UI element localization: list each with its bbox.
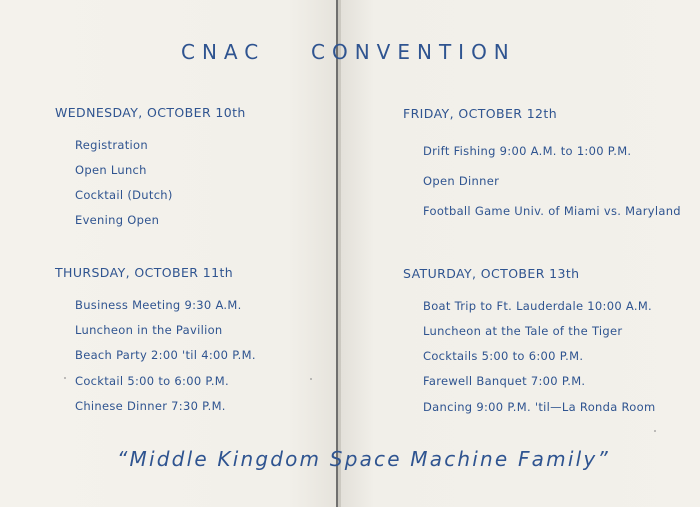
event-item: Evening Open [75,213,160,227]
paper-speck [64,377,66,379]
event-item: Cocktails 5:00 to 6:00 P.M. [423,349,584,363]
event-item: Registration [75,138,148,152]
event-item: Farewell Banquet 7:00 P.M. [423,374,586,388]
event-item: Luncheon in the Pavilion [75,323,223,337]
event-item: Cocktail 5:00 to 6:00 P.M. [75,374,229,388]
event-item: Chinese Dinner 7:30 P.M. [75,399,226,413]
day-heading-saturday: SATURDAY, OCTOBER 13th [403,266,580,281]
event-item: Football Game Univ. of Miami vs. Maryland [423,204,681,218]
left-page [0,0,338,507]
day-heading-wednesday: WEDNESDAY, OCTOBER 10th [55,105,246,120]
paper-speck [310,378,312,380]
center-fold [336,0,338,507]
tagline: “Middle Kingdom Space Machine Family” [117,447,610,471]
title-word-1: CNAC [181,40,266,64]
event-item: Beach Party 2:00 'til 4:00 P.M. [75,348,256,362]
title-word-2: CONVENTION [311,40,516,64]
event-item: Luncheon at the Tale of the Tiger [423,324,623,338]
event-item: Open Dinner [423,174,500,188]
paper-speck [654,430,656,432]
event-item: Dancing 9:00 P.M. 'til—La Ronda Room [423,400,656,414]
day-heading-friday: FRIDAY, OCTOBER 12th [403,106,558,121]
day-heading-thursday: THURSDAY, OCTOBER 11th [55,265,234,280]
event-item: Drift Fishing 9:00 A.M. to 1:00 P.M. [423,144,632,158]
right-page [338,0,700,507]
fold-shadow [338,0,341,507]
event-item: Business Meeting 9:30 A.M. [75,298,242,312]
event-item: Cocktail (Dutch) [75,188,173,202]
event-item: Boat Trip to Ft. Lauderdale 10:00 A.M. [423,299,652,313]
event-item: Open Lunch [75,163,147,177]
